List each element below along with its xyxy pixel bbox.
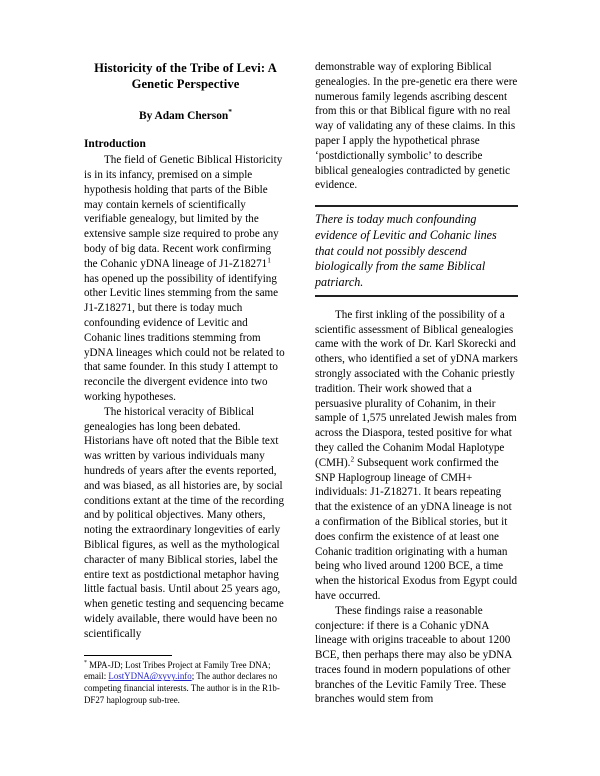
pull-quote-text: There is today much confounding evidence of Levitic and Cohanic lines that could not possibly descend biologically from the same Biblical patriarch. [315, 212, 497, 290]
paragraph-text-part-1: The first inkling of the possibility of a scientific assessment of Biblical genealogies came with the work of Dr. Karl Skorecki and others, who identified a set of yDNA markers strongly associated with the Cohanic priestly tradition. Their work showed that a persuasive plurality of Cohanim, in their sample of 1,575 unrelated Jewish males from across the Diaspora, tested positive for what they called the Cohanim Modal Haplotype (CMH). [315, 308, 518, 469]
right-column [315, 60, 518, 707]
left-column [84, 60, 287, 707]
paragraph-text-part-1: The field of Genetic Biblical Historicity is in its infancy, premised on a simple hypothesis holding that parts of the Bible may contain kernels of scientifically verifiable genealogy, but limited by the extensive sample size required to probe any body of big data. Recent work confirming the Cohanic yDNA lineage of J1-Z18271 [84, 154, 283, 270]
footnote-marker-asterisk: * [84, 659, 87, 666]
section-heading-introduction: Introduction [84, 138, 146, 151]
byline [84, 107, 287, 123]
footnote-marker-2: 2 [350, 454, 355, 464]
footnote-text-after-link: ; The author declares no competing financial interests. The author is in the R1b-DF27 haplogroup sub-tree. [84, 671, 280, 706]
footnote-text-before-link: MPA-JD; Lost Tribes Project at Family Tree DNA; email: [84, 659, 271, 682]
footnote-author-note [84, 660, 287, 707]
page-title: Historicity of the Tribe of Levi: A Genetic Perspective [94, 61, 277, 92]
two-column-layout [84, 60, 518, 707]
footnote-email-link[interactable]: LostYDNA@xyvy.info [108, 671, 192, 682]
byline-footnote-marker: * [228, 107, 232, 117]
paragraph-intro-2: The historical veracity of Biblical genealogies has long been debated. Historians have oft noted that the Bible text was written by various individuals many hundreds of years after the events reported, and was biased, as all histories are, by social conditions extant at the time of the recording and by political objectives. Many others, noting the extraordinary longevities of early Biblical figures, as well as the mythological character of many Biblical stories, label the entire text as postdictional metaphor having little factual basis. Until about 25 years ago, when genetic testing and sequencing became widely available, there would have been no scientifically [84, 405, 285, 640]
byline-author: By Adam Cherson [138, 110, 229, 123]
pull-quote [315, 205, 518, 297]
footnote-marker-1: 1 [267, 255, 271, 265]
footnote-separator-rule [84, 655, 172, 656]
footnote-area [84, 655, 287, 707]
paragraph-continuation: demonstrable way of exploring Biblical genealogies. In the pre-genetic era there were numerous family legends ascribing descent from this or that Biblical figure with no real way of validating any of these claims. In this paper I apply the hypothetical phrase ‘postdictionally symbolic’ to describe biblical genealogies contradicted by genetic evidence. [315, 61, 518, 192]
paragraph-text-part-2: Subsequent work confirmed the SNP Haplogroup lineage of CMH+ individuals: J1-Z18271. It bears repeating that the existence of an yDNA lineage is not a confirmation of the Biblical stories, but it does confirm the existence of at least one Cohanic tradition originating with a human being who lived around 1200 BCE, a time when the historical Exodus from Egypt could have occurred. [315, 456, 518, 602]
paragraph-intro-1 [84, 153, 287, 405]
paragraph-text-part-2: has opened up the possibility of identifying other Levitic lines stemming from the same J1-Z18271, but there is today much confounding evidence of Levitic and Cohanic lines traditions stemming from yDNA lineages which could not be related to that same founder. In this study I attempt to reconcile the divergent evidence into two working hypotheses. [84, 272, 285, 403]
paragraph-body-4: These findings raise a reasonable conjecture: if there is a Cohanic yDNA lineage with origins traceable to about 1200 BCE, then perhaps there may also be yDNA traces found in modern populations of other branches of the Levitic Family Tree. These branches would stem from [315, 604, 512, 706]
paragraph-body-3 [315, 308, 518, 604]
